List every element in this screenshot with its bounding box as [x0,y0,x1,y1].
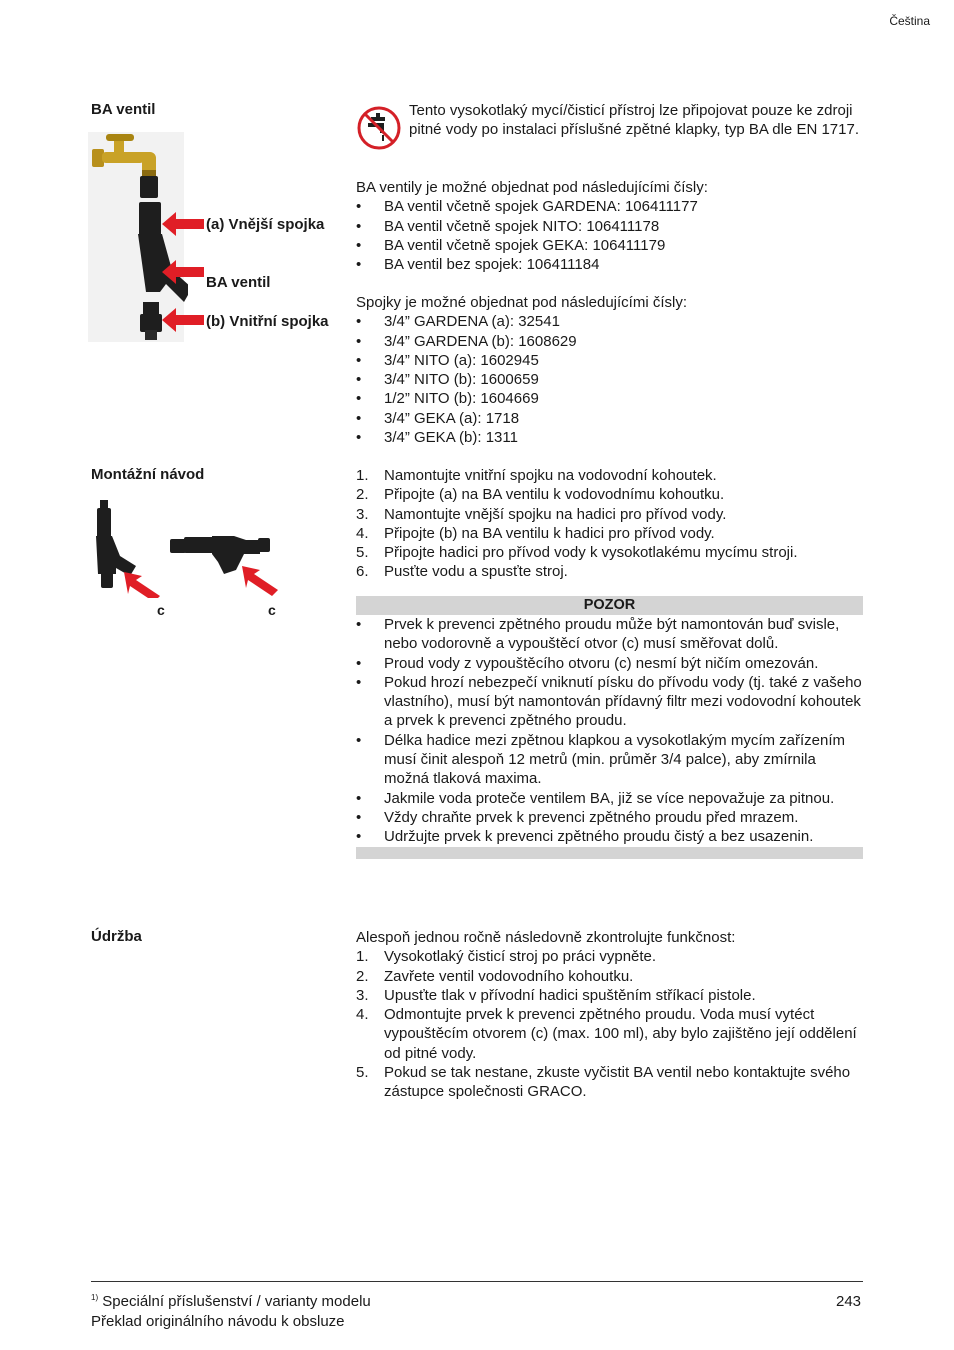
coupling-order-block [356,293,866,447]
list-item: • Udržujte prvek k prevenci zpětného proudu čistý a bez usazenin. [356,827,863,846]
caution-footer-band [356,847,863,859]
list-item: 5. Pokud se tak nestane, zkuste vyčistit BA ventil nebo kontaktujte svého zástupce společnosti GRACO. [356,1064,851,1101]
list-item: • BA ventil včetně spojek GEKA: 106411179 [356,236,866,255]
arrow-drain-icon [124,572,160,598]
mounting-steps [356,466,866,582]
caution-box [356,596,863,859]
footnote [91,1293,371,1310]
section-title-maintenance: Údržba [91,928,142,945]
caution-heading: POZOR [356,596,863,615]
valve-order-block [356,178,866,274]
drain-label-c: c [268,602,276,618]
language-label: Čeština [889,14,930,28]
list-item: • Délka hadice mezi zpětnou klapkou a vysokotlakým mycím zařízením musí činit alespoň 12 metrů (min. průměr 3/4 palce), aby zmírnila možná tlaková maxima. [356,731,863,789]
list-item: • 3/4” GEKA (a): 1718 [356,409,866,428]
list-item: 3. Upusťte tlak v přívodní hadici spuštěním stříkací pistole. [356,986,756,1004]
arrow-valve-icon [162,260,204,284]
list-item: 2. Zavřete ventil vodovodního kohoutku. [356,967,634,985]
label-inner-coupling: (b) Vnitřní spojka [206,313,329,330]
list-item: • Vždy chraňte prvek k prevenci zpětného proudu před mrazem. [356,808,863,827]
list-item: 4. Odmontujte prvek k prevenci zpětného proudu. Voda musí vytéct vypouštěcím otvorem (c) (max. 100 ml), aby bylo zajištěno její oddělení od pitné vody. [356,1006,857,1062]
valve-order-list [356,197,866,274]
maintenance-intro: Alespoň jednou ročně následovně zkontrolujte funkčnost: [356,929,736,946]
list-item: 5. Připojte hadici pro přívod vody k vysokotlakému mycímu stroji. [356,544,798,562]
mounting-steps-block [356,466,866,582]
callout-arrows [160,208,206,338]
valve-order-intro: BA ventily je možné objednat pod následujícími čísly: [356,179,708,196]
footnote-marker: 1) [91,1293,99,1302]
list-item: 1. Vysokotlaký čisticí stroj po práci vypněte. [356,948,657,966]
list-item: 6. Pusťte vodu a spusťte stroj. [356,563,568,581]
drain-label-c: c [157,602,165,618]
list-item: • 3/4” NITO (a): 1602945 [356,351,866,370]
list-item: 1. Namontujte vnitřní spojku na vodovodní kohoutek. [356,467,717,484]
page-number: 243 [836,1293,862,1310]
list-item: 2. Připojte (a) na BA ventilu k vodovodnímu kohoutku. [356,486,725,504]
translation-note: Překlad originálního návodu k obsluze [91,1313,345,1330]
list-item: • Pokud hrozí nebezpečí vniknutí písku do přívodu vody (tj. také z vašeho vlastního), musí být namontován přídavný filtr mezi vodovodní kohoutek a prvek k prevenci zpětného proudu. [356,673,863,731]
list-item: • BA ventil včetně spojek NITO: 106411178 [356,217,866,236]
arrow-drain-icon [242,566,278,596]
list-item: • 3/4” NITO (b): 1600659 [356,370,866,389]
drinking-water-notice: Tento vysokotlaký mycí/čisticí přístroj lze připojovat pouze ke zdroji pitné vody po instalaci příslušné zpětné klapky, typ BA dle EN 1717. [409,102,859,139]
label-ba-valve: BA ventil [206,274,271,291]
list-item: • 1/2” NITO (b): 1604669 [356,389,866,408]
horizontal-mount-illustration [168,530,288,602]
list-item: 4. Připojte (b) na BA ventilu k hadici pro přívod vody. [356,524,715,542]
no-drinking-water-connection-icon [356,103,402,153]
footer-divider [91,1281,863,1282]
arrow-outer-coupling-icon [162,212,204,236]
list-item: • Prvek k prevenci zpětného proudu může být namontován buď svisle, nebo vodorovně a vypouštěcí otvor (c) musí směřovat dolů. [356,615,863,654]
list-item: • 3/4” GARDENA (b): 1608629 [356,332,866,351]
list-item: • 3/4” GARDENA (a): 32541 [356,312,866,331]
maintenance-block [356,928,866,1102]
section-title-ba-valve: BA ventil [91,101,156,118]
label-outer-coupling: (a) Vnější spojka [206,216,325,233]
coupling-order-intro: Spojky je možné objednat pod následujícími čísly: [356,294,688,311]
coupling-order-list [356,312,866,447]
list-item: • 3/4” GEKA (b): 1311 [356,428,866,447]
list-item: • Jakmile voda proteče ventilem BA, již se více nepovažuje za pitnou. [356,789,863,808]
list-item: • BA ventil bez spojek: 106411184 [356,255,866,274]
arrow-inner-coupling-icon [162,308,204,332]
caution-list [356,615,863,847]
section-title-mounting: Montážní návod [91,466,205,483]
footnote-text: Speciální příslušenství / varianty modelu [102,1293,371,1310]
maintenance-steps [356,947,866,1101]
list-item: • Proud vody z vypouštěcího otvoru (c) nesmí být ničím omezován. [356,654,863,673]
valve-horizontal-icon [170,536,270,574]
list-item: • BA ventil včetně spojek GARDENA: 106411177 [356,197,866,216]
list-item: 3. Namontujte vnější spojku na hadici pro přívod vody. [356,505,727,523]
